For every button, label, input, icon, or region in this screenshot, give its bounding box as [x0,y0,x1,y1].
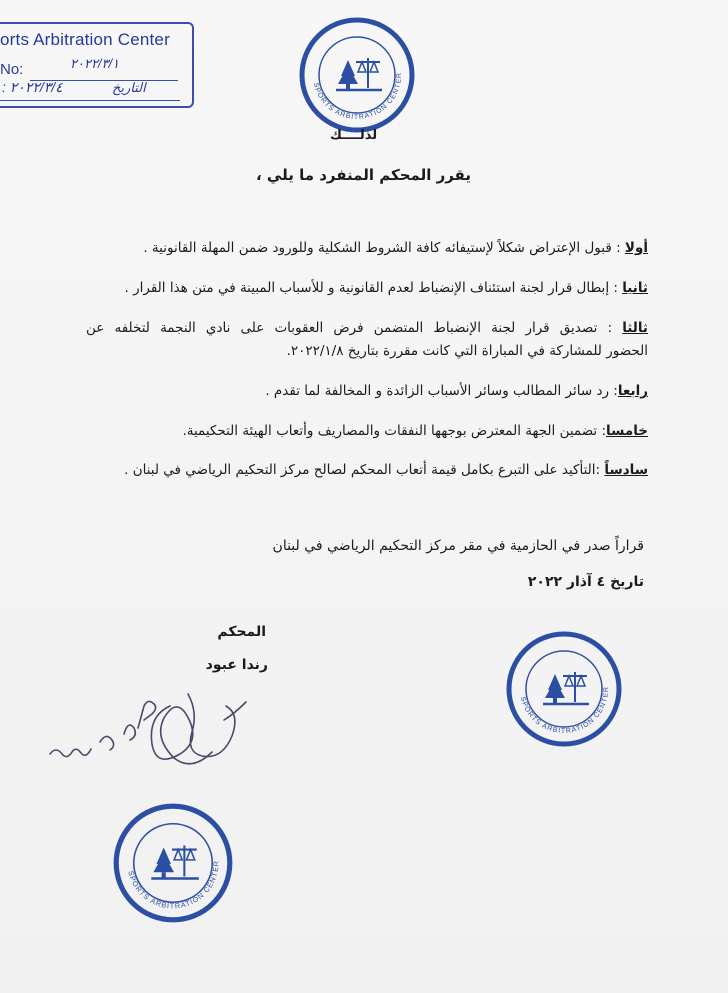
reference-stamp [0,22,194,108]
item-6-ordinal: سادساً [604,462,648,478]
item-3 [86,320,648,336]
item-1-text: : قبول الإعتراض شكلاً لإستيفائه كافة الشروط الشكلية وللورود ضمن المهلة القانونية . [143,240,625,256]
handwritten-signature-icon [38,676,278,796]
center-logo-top [296,14,418,136]
item-5-text: : تضمين الجهة المعترض بوجهها النفقات والمصاريف وأتعاب الهيئة التحكيمية. [182,423,607,439]
issued-statement: قراراً صدر في الحازمية في مقر مركز التحكيم الرياضي في لبنان [272,538,644,554]
item-6 [68,462,648,478]
logo-ring-text: SPORTS ARBITRATION CENTER [518,686,611,736]
item-2-ordinal: ثانيا [622,280,648,296]
item-1 [88,240,648,256]
arbitrator-signature [38,676,278,800]
item-5 [88,423,648,439]
stamp-date-label: التاريخ [112,80,146,95]
logo-ring-text: SPORTS ARBITRATION CENTER [311,72,404,122]
item-4 [88,383,648,399]
stamp-no-value: ٢٠٢٢/٣/١ [70,56,120,71]
stamp-date-underline [0,100,180,101]
item-4-text: : رد سائر المطالب وسائر الأسباب الزائدة و المخالفة لما تقدم . [265,383,618,399]
arbitrator-name: رندا عبود [205,657,268,673]
sports-arbitration-logo-icon [503,628,625,750]
sports-arbitration-logo-icon [296,14,418,136]
logo-ring-text: SPORTS ARBITRATION CENTER [126,860,221,911]
heading-therefore: لذلــــك [330,128,378,143]
sports-arbitration-logo-icon [110,800,236,926]
item-2-text: : إبطال قرار لجنة استئناف الإنضباط لعدم القانونية و للأسباب المبينة في متن هذا القرار . [124,280,623,296]
arbitrator-title: المحكم [217,624,266,640]
svg-text:SPORTS ARBITRATION CENTER [126,860,220,910]
heading-decision: يقرر المحكم المنفرد ما يلي ، [256,166,471,184]
item-3-ordinal: ثالثا [622,320,648,336]
item-5-ordinal: خامسا [606,423,648,439]
item-3-continued: الحضور للمشاركة في المباراة التي كانت مقررة بتاريخ ٢٠٢٢/١/٨. [286,343,648,359]
item-6-text: :التأكيد على التبرع بكامل قيمة أتعاب المحكم لصالح مركز التحكيم الرياضي في لبنان . [124,462,605,478]
stamp-title: orts Arbitration Center [0,30,170,49]
center-logo-right [503,628,625,750]
item-2 [68,280,648,296]
stamp-date-value: : ٢٠٢٢/٣/٤ [2,79,63,95]
stamp-no-label: No: [0,61,24,78]
item-1-ordinal: أولا [624,240,648,256]
center-logo-bottom [110,800,236,926]
issue-date: تاريخ ٤ آذار ٢٠٢٢ [527,574,644,590]
item-3-text: : تصديق قرار لجنة الإنضباط المتضمن فرض العقوبات على نادي النجمة لتخلفه عن [86,320,623,336]
item-4-ordinal: رابعا [617,383,648,399]
